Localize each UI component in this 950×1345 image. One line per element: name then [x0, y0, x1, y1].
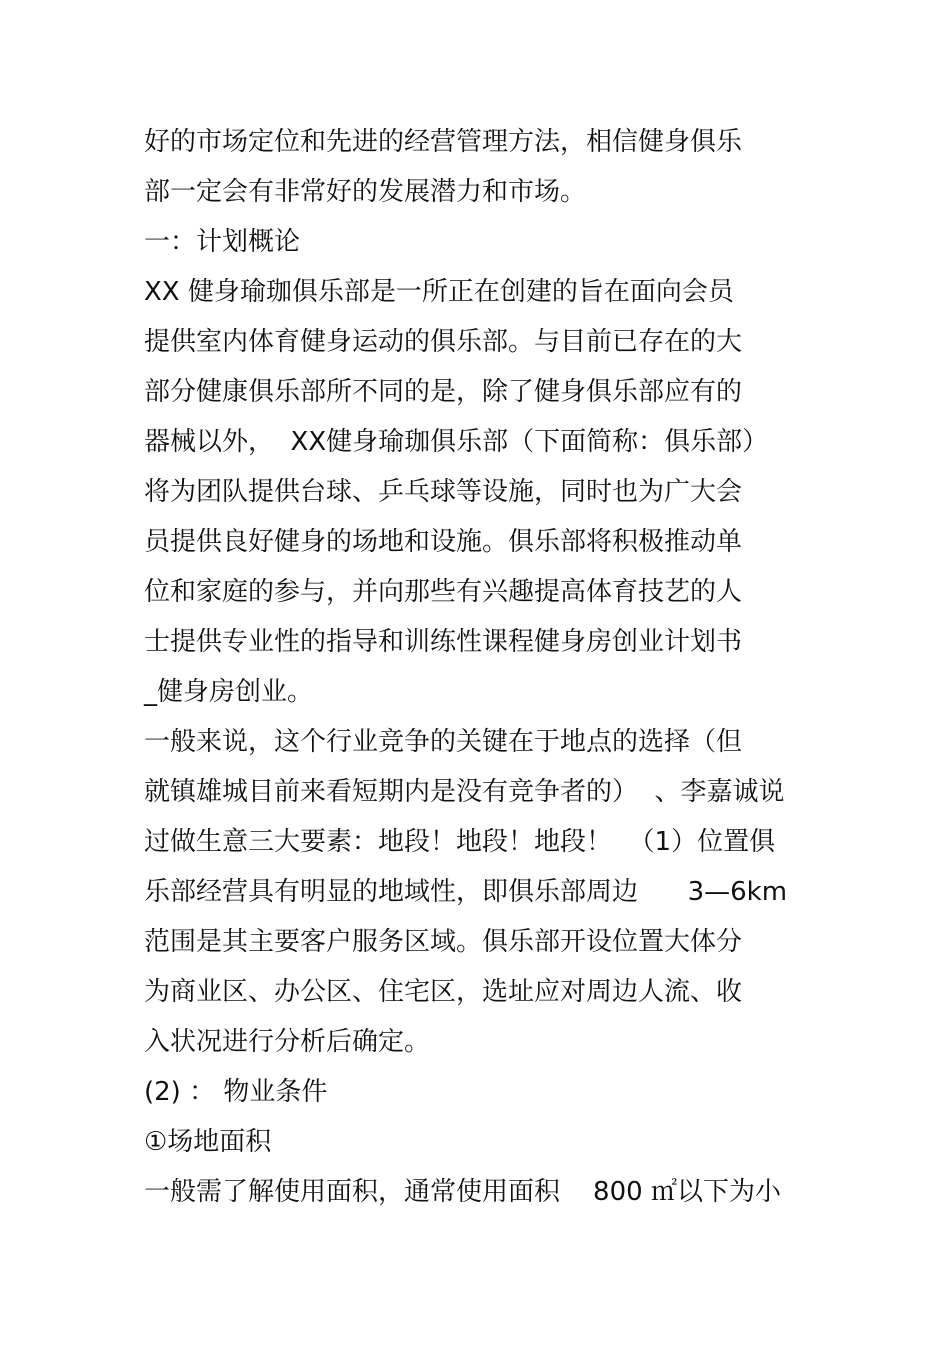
text-line: 入状况进行分析后确定。 [144, 1027, 431, 1057]
text-line: 一般来说，这个行业竞争的关键在于地点的选择（但 [144, 727, 743, 757]
text-line: 提供室内体育健身运动的俱乐部。与目前已存在的大 [144, 327, 743, 357]
text-line: XX 健身瑜珈俱乐部是一所正在创建的旨在面向会员 [144, 277, 734, 307]
text-line: 一般需了解使用面积，通常使用面积 800 ㎡以下为小 [144, 1177, 781, 1207]
section-heading: 一：计划概论 [144, 227, 301, 257]
text-line: _健身房创业。 [144, 677, 314, 707]
text-line: 员提供良好健身的场地和设施。俱乐部将积极推动单 [144, 527, 743, 557]
text-line: 过做生意三大要素：地段！地段！地段！ （1）位置俱 [144, 827, 776, 857]
text-line: 就镇雄城目前来看短期内是没有竞争者的） 、李嘉诚说 [144, 777, 785, 807]
section-heading: (2) ： 物业条件 [144, 1077, 328, 1107]
text-line: 位和家庭的参与，并向那些有兴趣提高体育技艺的人 [144, 577, 743, 607]
text-line: 范围是其主要客户服务区域。俱乐部开设位置大体分 [144, 927, 743, 957]
text-line: 乐部经营具有明显的地域性，即俱乐部周边 3—6km [144, 877, 788, 907]
text-line: 好的市场定位和先进的经营管理方法，相信健身俱乐 [144, 127, 743, 157]
text-line: 器械以外， XX健身瑜珈俱乐部（下面简称：俱乐部） [144, 427, 769, 457]
text-line: 士提供专业性的指导和训练性课程健身房创业计划书 [144, 627, 743, 657]
text-line: 将为团队提供台球、乒乓球等设施，同时也为广大会 [144, 477, 743, 507]
text-line: 为商业区、办公区、住宅区，选址应对周边人流、收 [144, 977, 743, 1007]
text-line: 部分健康俱乐部所不同的是，除了健身俱乐部应有的 [144, 377, 743, 407]
text-line: 部一定会有非常好的发展潜力和市场。 [144, 177, 587, 207]
subsection-heading: ①场地面积 [144, 1127, 272, 1157]
